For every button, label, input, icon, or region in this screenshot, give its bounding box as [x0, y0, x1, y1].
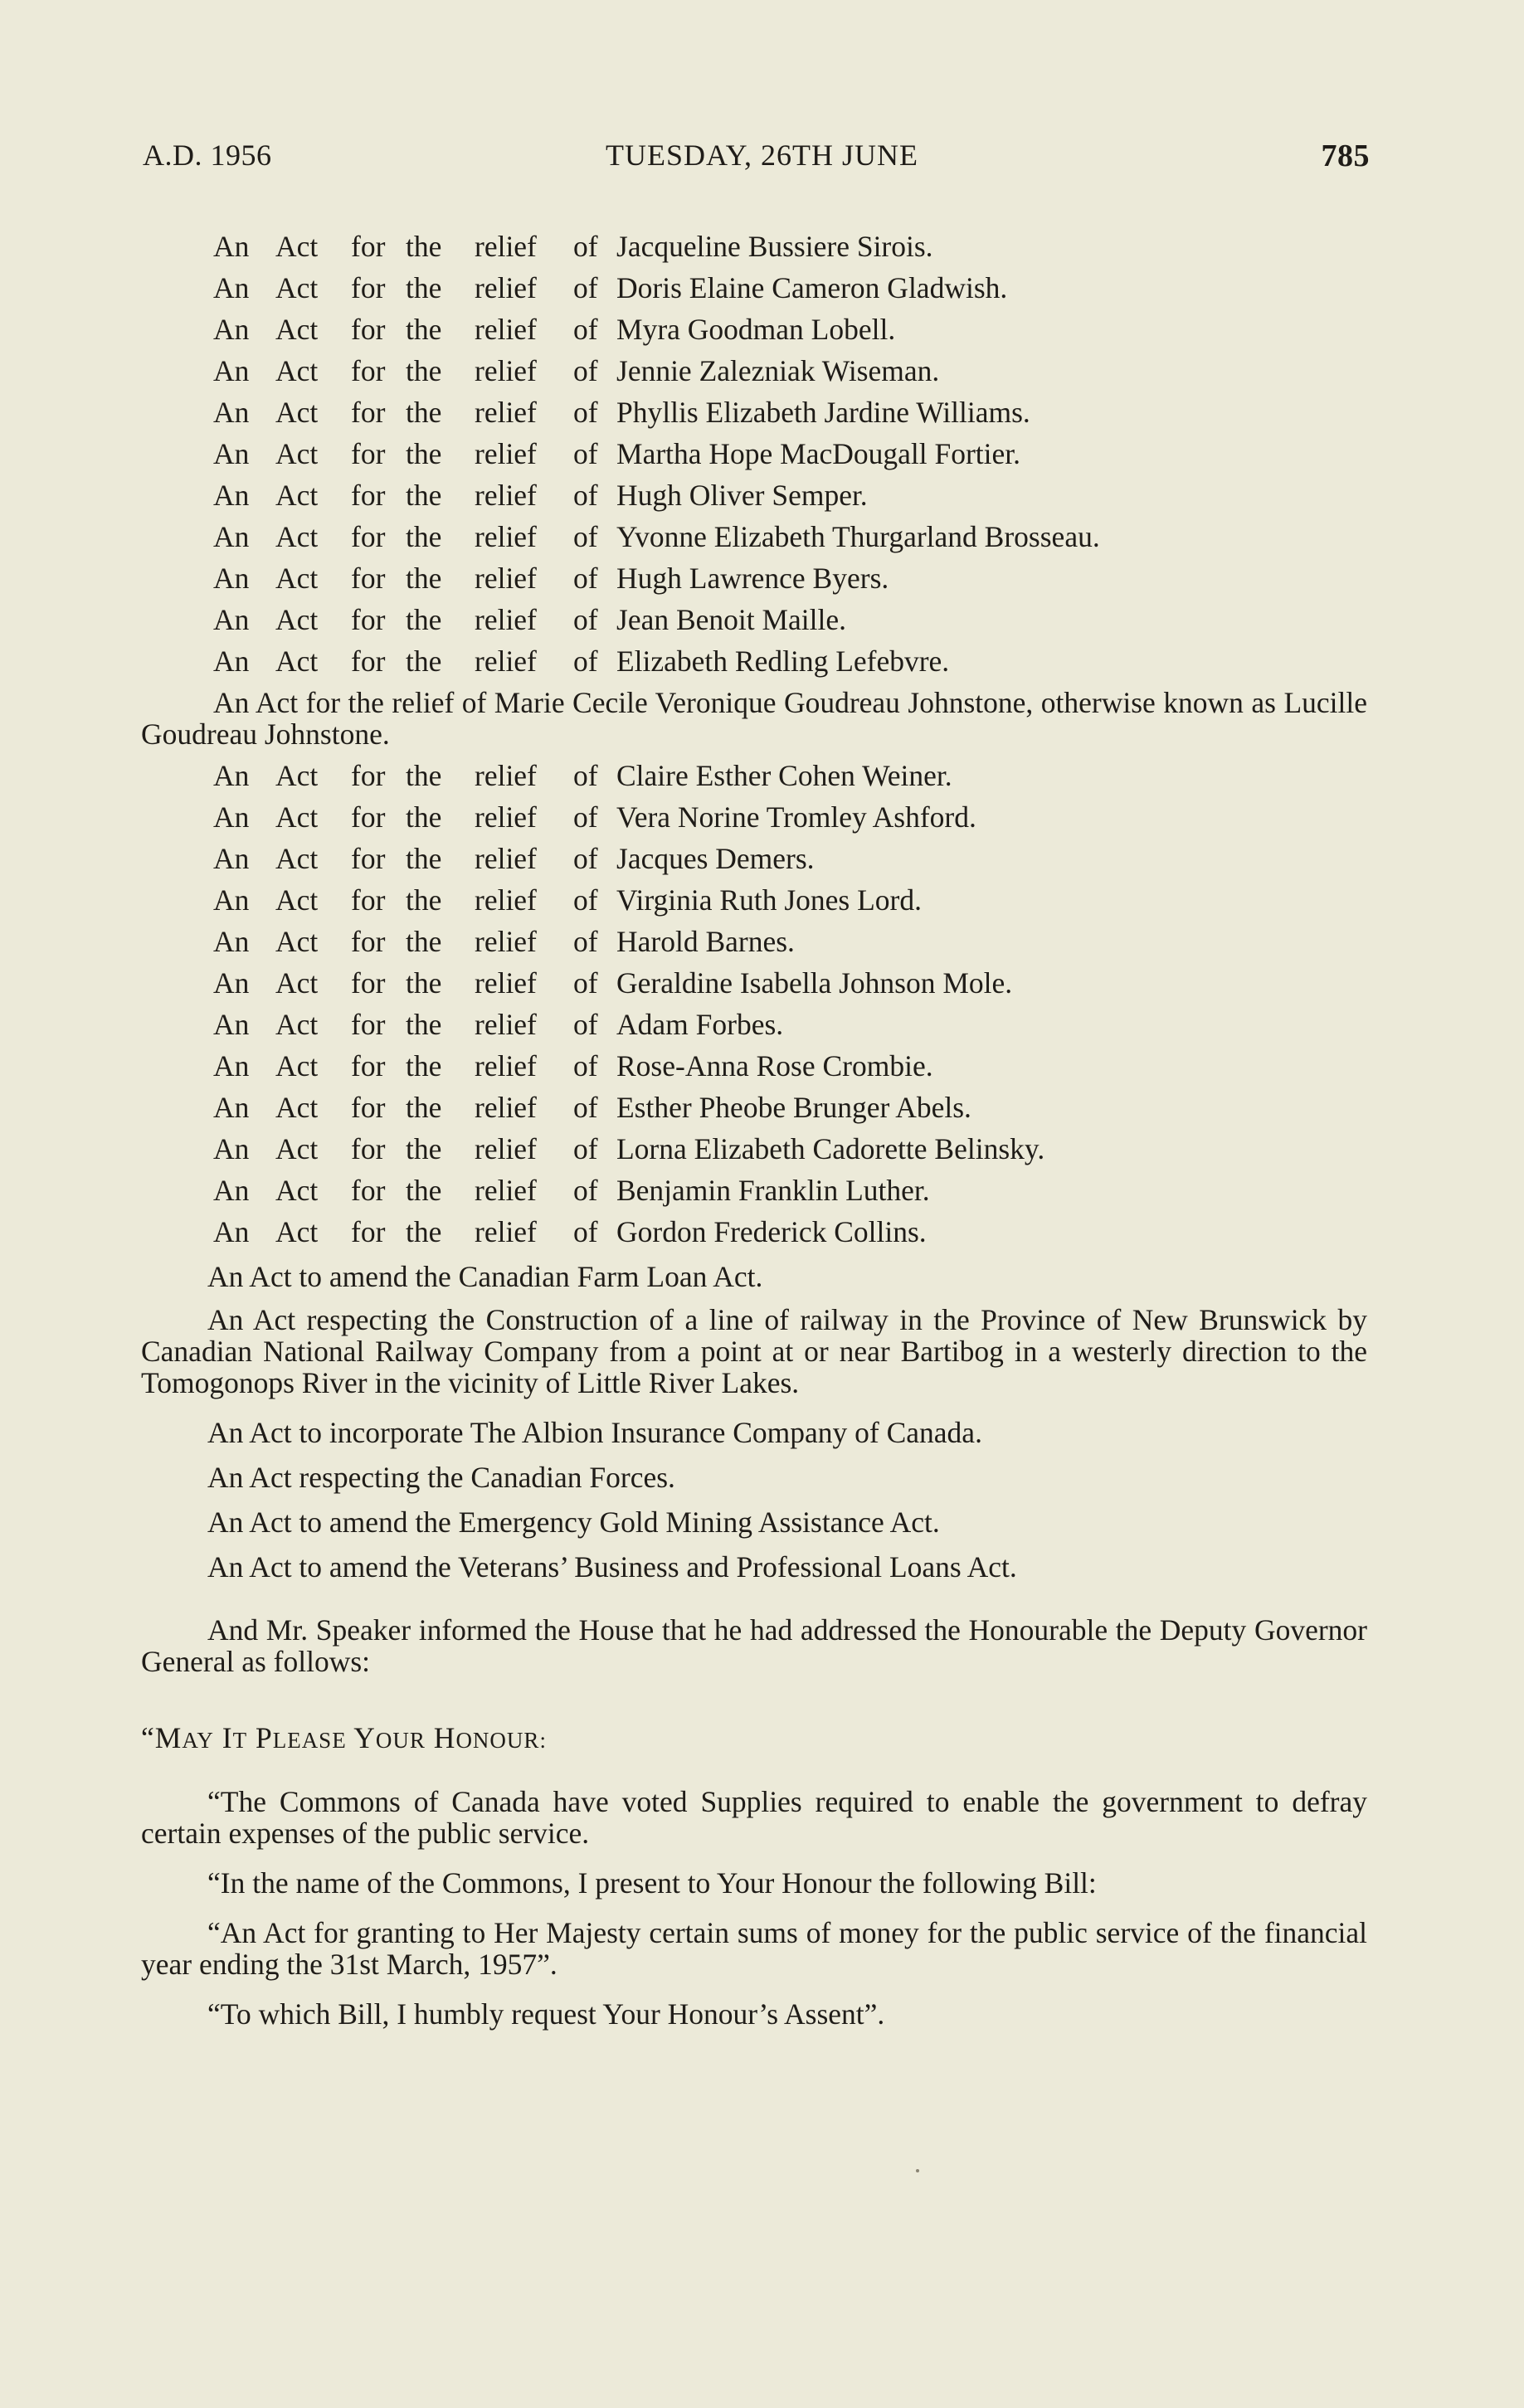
word-relief: relief [475, 1091, 537, 1124]
word-the: the [406, 966, 442, 1000]
word-of: of [573, 1132, 598, 1165]
word-for: for [351, 883, 386, 917]
word-for: for [351, 230, 386, 263]
relief-person-name: Martha Hope MacDougall Fortier. [616, 437, 1021, 470]
word-for: for [351, 842, 386, 875]
word-an: An [213, 437, 250, 470]
word-the: the [406, 1008, 442, 1041]
relief-person-name: Hugh Lawrence Byers. [616, 562, 889, 595]
word-for: for [351, 271, 386, 304]
word-act: Act [275, 479, 319, 512]
word-for: for [351, 354, 386, 387]
relief-acts-list-continued [141, 755, 1367, 1253]
relief-act-row [141, 1128, 1367, 1170]
relief-act-row [141, 755, 1367, 796]
relief-act-row [141, 962, 1367, 1004]
relief-act-row [141, 392, 1367, 433]
relief-person-name: Benjamin Franklin Luther. [616, 1174, 930, 1207]
salutation-may-cap: M [154, 1721, 183, 1754]
word-act: Act [275, 1091, 319, 1124]
word-for: for [351, 313, 386, 346]
word-of: of [573, 479, 598, 512]
act-canadian-forces: An Act respecting the Canadian Forces. [207, 1461, 675, 1494]
word-of: of [573, 354, 598, 387]
relief-act-row [141, 516, 1367, 557]
word-of: of [573, 800, 598, 834]
word-the: the [406, 1091, 442, 1124]
relief-act-row [141, 309, 1367, 350]
word-act: Act [275, 230, 319, 263]
header-year: A.D. 1956 [143, 139, 272, 172]
word-act: Act [275, 1215, 319, 1248]
word-the: the [406, 1132, 442, 1165]
word-the: the [406, 354, 442, 387]
act-farm-loan: An Act to amend the Canadian Farm Loan Act. [207, 1260, 763, 1293]
word-an: An [213, 759, 250, 792]
word-for: for [351, 562, 386, 595]
relief-person-name: Harold Barnes. [616, 925, 795, 958]
page-number: 785 [1321, 139, 1370, 173]
word-of: of [573, 396, 598, 429]
relief-act-row [141, 1170, 1367, 1211]
word-of: of [573, 271, 598, 304]
word-relief: relief [475, 925, 537, 958]
word-an: An [213, 230, 250, 263]
word-the: the [406, 271, 442, 304]
word-act: Act [275, 925, 319, 958]
word-relief: relief [475, 230, 537, 263]
word-act: Act [275, 520, 319, 553]
relief-act-row [141, 796, 1367, 838]
salutation-it-rest: T [232, 1728, 248, 1753]
word-relief: relief [475, 354, 537, 387]
salutation-honour-cap: H [433, 1721, 456, 1754]
word-relief: relief [475, 1215, 537, 1248]
word-of: of [573, 645, 598, 678]
word-relief: relief [475, 1174, 537, 1207]
relief-act-row [141, 267, 1367, 309]
relief-act-row [141, 838, 1367, 879]
word-act: Act [275, 800, 319, 834]
word-an: An [213, 520, 250, 553]
word-for: for [351, 396, 386, 429]
word-act: Act [275, 842, 319, 875]
word-an: An [213, 1008, 250, 1041]
word-relief: relief [475, 1008, 537, 1041]
word-an: An [213, 645, 250, 678]
relief-act-row [141, 1004, 1367, 1045]
word-of: of [573, 883, 598, 917]
act-albion-insurance: An Act to incorporate The Albion Insurance Company of Canada. [207, 1416, 982, 1449]
word-the: the [406, 800, 442, 834]
word-act: Act [275, 1008, 319, 1041]
relief-person-name: Virginia Ruth Jones Lord. [616, 883, 922, 917]
word-the: the [406, 842, 442, 875]
word-of: of [573, 1049, 598, 1082]
word-an: An [213, 1132, 250, 1165]
word-an: An [213, 1049, 250, 1082]
word-the: the [406, 1174, 442, 1207]
word-relief: relief [475, 1132, 537, 1165]
relief-act-row [141, 599, 1367, 640]
word-the: the [406, 925, 442, 958]
address-bill-title: “An Act for granting to Her Majesty certain sums of money for the public service of the financial year ending the 31st March, 1957”. [141, 1916, 1367, 1981]
word-act: Act [275, 354, 319, 387]
word-of: of [573, 313, 598, 346]
word-for: for [351, 437, 386, 470]
word-of: of [573, 1215, 598, 1248]
word-act: Act [275, 562, 319, 595]
word-act: Act [275, 645, 319, 678]
page-speck [916, 2169, 919, 2172]
word-an: An [213, 354, 250, 387]
word-the: the [406, 562, 442, 595]
word-of: of [573, 759, 598, 792]
word-act: Act [275, 883, 319, 917]
act-veterans-loans: An Act to amend the Veterans’ Business and Professional Loans Act. [207, 1550, 1017, 1583]
word-act: Act [275, 603, 319, 636]
relief-person-name: Vera Norine Tromley Ashford. [616, 800, 976, 834]
salutation-quote: “ [141, 1721, 155, 1754]
word-of: of [573, 437, 598, 470]
salutation-may-rest: AY [182, 1728, 214, 1753]
word-the: the [406, 230, 442, 263]
word-an: An [213, 1174, 250, 1207]
word-for: for [351, 1132, 386, 1165]
word-an: An [213, 883, 250, 917]
word-an: An [213, 1215, 250, 1248]
word-for: for [351, 1049, 386, 1082]
relief-person-name: Hugh Oliver Semper. [616, 479, 868, 512]
word-relief: relief [475, 396, 537, 429]
word-the: the [406, 437, 442, 470]
relief-person-name: Geraldine Isabella Johnson Mole. [616, 966, 1013, 1000]
relief-person-name: Jacqueline Bussiere Sirois. [616, 230, 933, 263]
word-relief: relief [475, 759, 537, 792]
address-present-bill: “In the name of the Commons, I present to Your Honour the following Bill: [207, 1866, 1097, 1900]
word-an: An [213, 562, 250, 595]
word-for: for [351, 759, 386, 792]
word-for: for [351, 1215, 386, 1248]
word-of: of [573, 842, 598, 875]
relief-person-name: Phyllis Elizabeth Jardine Williams. [616, 396, 1030, 429]
word-relief: relief [475, 645, 537, 678]
relief-act-row [141, 433, 1367, 474]
word-of: of [573, 603, 598, 636]
word-relief: relief [475, 271, 537, 304]
word-the: the [406, 396, 442, 429]
relief-act-row [141, 1045, 1367, 1087]
address-supplies: “The Commons of Canada have voted Supplies required to enable the government to defray certain expenses of the public service. [141, 1785, 1367, 1850]
word-act: Act [275, 759, 319, 792]
word-for: for [351, 925, 386, 958]
word-an: An [213, 925, 250, 958]
relief-act-row [141, 350, 1367, 392]
word-an: An [213, 842, 250, 875]
relief-act-row [141, 879, 1367, 921]
salutation-please-cap: P [255, 1721, 273, 1754]
word-of: of [573, 562, 598, 595]
word-an: An [213, 396, 250, 429]
word-an: An [213, 603, 250, 636]
address-request-assent: “To which Bill, I humbly request Your Honour’s Assent”. [207, 1997, 885, 2031]
page-body [141, 226, 1367, 2030]
word-relief: relief [475, 437, 537, 470]
word-an: An [213, 1091, 250, 1124]
relief-person-name: Adam Forbes. [616, 1008, 784, 1041]
word-for: for [351, 966, 386, 1000]
word-relief: relief [475, 1049, 537, 1082]
salutation-your-rest: OUR [375, 1728, 426, 1753]
word-relief: relief [475, 479, 537, 512]
word-of: of [573, 1008, 598, 1041]
word-for: for [351, 645, 386, 678]
word-the: the [406, 645, 442, 678]
word-for: for [351, 603, 386, 636]
relief-act-row [141, 226, 1367, 267]
word-for: for [351, 1008, 386, 1041]
relief-person-name: Myra Goodman Lobell. [616, 313, 896, 346]
word-for: for [351, 800, 386, 834]
relief-act-row [141, 557, 1367, 599]
word-relief: relief [475, 562, 537, 595]
word-act: Act [275, 271, 319, 304]
salutation [141, 1722, 1367, 1756]
relief-act-row [141, 474, 1367, 516]
word-for: for [351, 1091, 386, 1124]
word-the: the [406, 479, 442, 512]
word-the: the [406, 603, 442, 636]
salutation-honour-rest: ONOUR: [455, 1728, 547, 1753]
relief-act-row [141, 1087, 1367, 1128]
act-gold-mining: An Act to amend the Emergency Gold Mining Assistance Act. [207, 1506, 940, 1539]
word-the: the [406, 883, 442, 917]
word-an: An [213, 966, 250, 1000]
relief-person-name: Esther Pheobe Brunger Abels. [616, 1091, 971, 1124]
word-for: for [351, 1174, 386, 1207]
word-act: Act [275, 1049, 319, 1082]
relief-person-name: Yvonne Elizabeth Thurgarland Brosseau. [616, 520, 1100, 553]
word-relief: relief [475, 603, 537, 636]
word-the: the [406, 1049, 442, 1082]
word-the: the [406, 520, 442, 553]
word-act: Act [275, 1132, 319, 1165]
relief-act-row [141, 921, 1367, 962]
word-relief: relief [475, 800, 537, 834]
relief-act-row [141, 1211, 1367, 1253]
word-the: the [406, 1215, 442, 1248]
word-act: Act [275, 1174, 319, 1207]
relief-person-name: Claire Esther Cohen Weiner. [616, 759, 952, 792]
word-relief: relief [475, 842, 537, 875]
word-for: for [351, 479, 386, 512]
word-of: of [573, 520, 598, 553]
word-an: An [213, 800, 250, 834]
word-relief: relief [475, 313, 537, 346]
salutation-your-cap: Y [353, 1721, 376, 1754]
word-an: An [213, 479, 250, 512]
relief-person-name: Doris Elaine Cameron Gladwish. [616, 271, 1008, 304]
word-an: An [213, 271, 250, 304]
word-of: of [573, 1174, 598, 1207]
word-relief: relief [475, 966, 537, 1000]
speaker-intro: And Mr. Speaker informed the House that he had addressed the Honourable the Deputy Governor General as follows: [141, 1613, 1367, 1678]
relief-person-name: Jennie Zalezniak Wiseman. [616, 354, 940, 387]
relief-person-name: Jean Benoit Maille. [616, 603, 847, 636]
word-the: the [406, 313, 442, 346]
relief-person-name: Rose-Anna Rose Crombie. [616, 1049, 933, 1082]
word-for: for [351, 520, 386, 553]
word-act: Act [275, 396, 319, 429]
word-of: of [573, 925, 598, 958]
salutation-it-cap: I [222, 1721, 233, 1754]
relief-act-johnstone: An Act for the relief of Marie Cecile Veronique Goudreau Johnstone, otherwise known as Lucille Goudreau Johnstone. [141, 686, 1367, 751]
relief-act-row [141, 640, 1367, 682]
relief-acts-list [141, 226, 1367, 682]
word-the: the [406, 759, 442, 792]
relief-person-name: Jacques Demers. [616, 842, 815, 875]
relief-act-wrapped [141, 687, 1367, 750]
word-an: An [213, 313, 250, 346]
word-of: of [573, 1091, 598, 1124]
word-relief: relief [475, 520, 537, 553]
relief-person-name: Elizabeth Redling Lefebvre. [616, 645, 950, 678]
header-date: TUESDAY, 26TH JUNE [605, 139, 919, 172]
word-of: of [573, 966, 598, 1000]
relief-person-name: Gordon Frederick Collins. [616, 1215, 927, 1248]
act-railway: An Act respecting the Construction of a line of railway in the Province of New Brunswick by Canadian National Railway Company from a point at or near Bartibog in a westerly direction to the Tomogonops River in the vicinity of Little River Lakes. [141, 1303, 1367, 1399]
word-act: Act [275, 966, 319, 1000]
salutation-please-rest: LEASE [272, 1728, 347, 1753]
word-relief: relief [475, 883, 537, 917]
word-act: Act [275, 313, 319, 346]
word-of: of [573, 230, 598, 263]
relief-person-name: Lorna Elizabeth Cadorette Belinsky. [616, 1132, 1045, 1165]
word-act: Act [275, 437, 319, 470]
